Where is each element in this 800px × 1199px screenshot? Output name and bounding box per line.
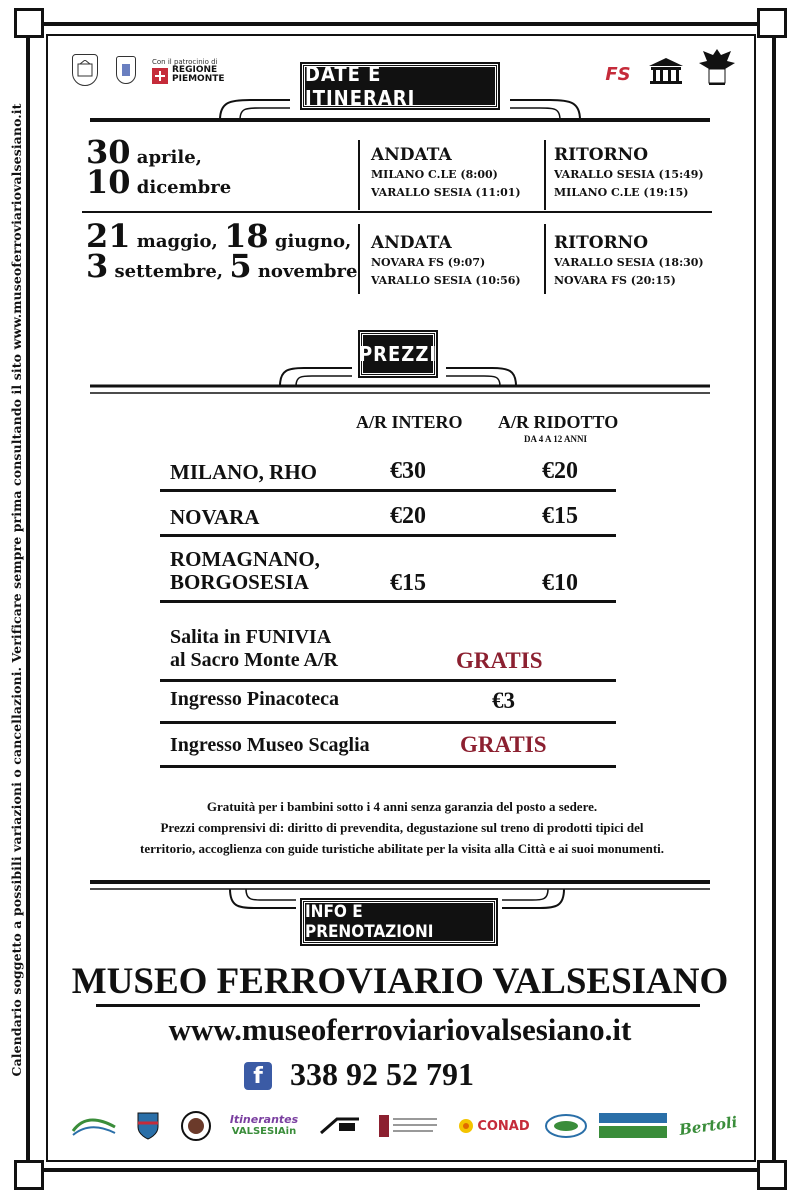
banner-dates	[90, 56, 710, 126]
return-stop: VARALLO SESIA (18:30)	[554, 256, 704, 269]
schedule-1-dates: 30 aprile, 10 dicembre	[86, 133, 232, 201]
corner-square-bottom-left	[14, 1160, 44, 1190]
conad-flower-icon	[458, 1118, 474, 1134]
sponsor-panificio-logo	[596, 1108, 670, 1144]
price-reduced: €10	[542, 570, 578, 596]
schedule-2-separator-b	[544, 224, 546, 294]
price-reduced: €20	[542, 458, 578, 484]
valsesia-text: VALSESIAin	[231, 1126, 297, 1137]
facebook-glyph: f	[253, 1064, 263, 1089]
schedule-2-separator-a	[358, 224, 360, 294]
note-line: territorio, accoglienza con guide turistiche abilitate per la visita alla Città e ai suoi monumenti.	[139, 841, 665, 856]
banner-dates-title: DATE E ITINERARI	[302, 64, 498, 108]
price-row-line	[160, 534, 616, 537]
price-notes	[92, 796, 712, 859]
sponsor-seal-icon	[178, 1108, 214, 1144]
price-origin: ROMAGNANO, BORGOSESIA	[170, 547, 320, 594]
price-reduced: €15	[542, 503, 578, 529]
outbound-heading: ANDATA	[371, 145, 452, 165]
schedule-divider	[82, 211, 712, 213]
return-heading: RITORNO	[554, 145, 649, 165]
sponsor-vercelli-logo	[66, 1108, 122, 1144]
sponsor-oval-logo	[542, 1108, 590, 1144]
outbound-stop: NOVARA FS (9:07)	[371, 256, 486, 269]
sponsor-crest-icon	[134, 1108, 162, 1144]
price-origin: NOVARA	[170, 505, 260, 529]
extra-label: Salita in FUNIVIA al Sacro Monte A/R	[170, 626, 338, 671]
price-col-reduced-note: DA 4 A 12 ANNI	[524, 434, 588, 444]
facebook-icon[interactable]	[244, 1062, 272, 1090]
fs-logo-text: FS	[605, 63, 631, 85]
outbound-stop: MILANO C.LE (8:00)	[371, 168, 498, 181]
extra-label: Ingresso Museo Scaglia	[170, 734, 370, 756]
return-stop: VARALLO SESIA (15:49)	[554, 168, 704, 181]
note-line: Prezzi comprensivi di: diritto di prevendita, degustazione sul treno di prodotti tipici del	[160, 820, 644, 835]
region-name: REGIONE	[172, 65, 218, 75]
schedule-2-outbound	[371, 232, 521, 290]
museum-name-underline	[96, 1004, 700, 1007]
outbound-heading: ANDATA	[371, 233, 452, 253]
schedule-2-dates: 21 maggio, 18 giugno, 3 settembre, 5 novembre	[86, 217, 358, 285]
schedule-1-outbound	[371, 144, 521, 202]
banner-info	[90, 880, 710, 960]
outbound-stop: VARALLO SESIA (10:56)	[371, 274, 521, 287]
price-row-line	[160, 600, 616, 603]
price-row-line	[160, 721, 616, 724]
phone-number[interactable]: 338 92 52 791	[290, 1056, 474, 1092]
schedule-2-return	[554, 232, 704, 290]
schedule-row-1	[82, 133, 712, 210]
sponsor-itinerantes-logo	[228, 1108, 300, 1144]
return-heading: RITORNO	[554, 233, 649, 253]
sponsor-sacro-monte-logo	[374, 1108, 444, 1144]
extra-value: €3	[492, 688, 515, 713]
patronage-caption: Con il patrocinio di	[152, 58, 218, 66]
corner-square-top-right	[757, 8, 787, 38]
schedule-1-separator-a	[358, 140, 360, 210]
corner-square-top-left	[14, 8, 44, 38]
price-full: €20	[390, 503, 426, 529]
price-full: €15	[390, 570, 426, 596]
outbound-stop: VARALLO SESIA (11:01)	[371, 186, 521, 199]
schedule-1-separator-b	[544, 140, 546, 210]
price-full: €30	[390, 458, 426, 484]
website-link[interactable]: www.museoferroviariovalsesiano.it	[168, 1012, 632, 1047]
extra-label: Ingresso Pinacoteca	[170, 688, 340, 710]
price-col-full: A/R INTERO	[356, 412, 463, 432]
price-col-reduced: A/R RIDOTTO	[498, 412, 619, 432]
sponsor-conad-logo	[452, 1108, 536, 1144]
banner-info-title: INFO E PRENOTAZIONI	[302, 900, 496, 944]
note-line: Gratuità per i bambini sotto i 4 anni senza garanzia del posto a sedere.	[206, 799, 598, 814]
banner-prices	[90, 322, 710, 402]
itinerantes-text: Itinerantes	[229, 1113, 299, 1126]
museum-name: MUSEO FERROVIARIO VALSESIANO	[71, 961, 729, 1002]
schedule-1-return	[554, 144, 704, 202]
return-stop: MILANO C.LE (19:15)	[554, 186, 689, 199]
corner-square-bottom-right	[757, 1160, 787, 1190]
price-row-line	[160, 765, 616, 768]
schedule-row-2	[82, 216, 712, 296]
price-row-line	[160, 489, 616, 492]
side-disclaimer: Calendario soggetto a possibili variazioni o cancellazioni. Verificare sempre prima consultando il sito www.museoferroviariovalsesiano.it	[9, 103, 24, 1077]
price-row-line	[160, 679, 616, 682]
extra-value: GRATIS	[460, 732, 547, 757]
banner-prices-title: PREZZI	[360, 332, 436, 376]
price-origin: MILANO, RHO	[170, 460, 317, 484]
sponsor-museum-train-icon	[314, 1108, 366, 1144]
conad-text: CONAD	[477, 1118, 530, 1134]
extra-value: GRATIS	[456, 648, 543, 673]
return-stop: NOVARA FS (20:15)	[554, 274, 676, 287]
bertoli-text: Bertoli	[677, 1113, 739, 1139]
sponsor-bertoli-logo	[676, 1108, 740, 1144]
region-sub: PIEMONTE	[172, 74, 225, 84]
